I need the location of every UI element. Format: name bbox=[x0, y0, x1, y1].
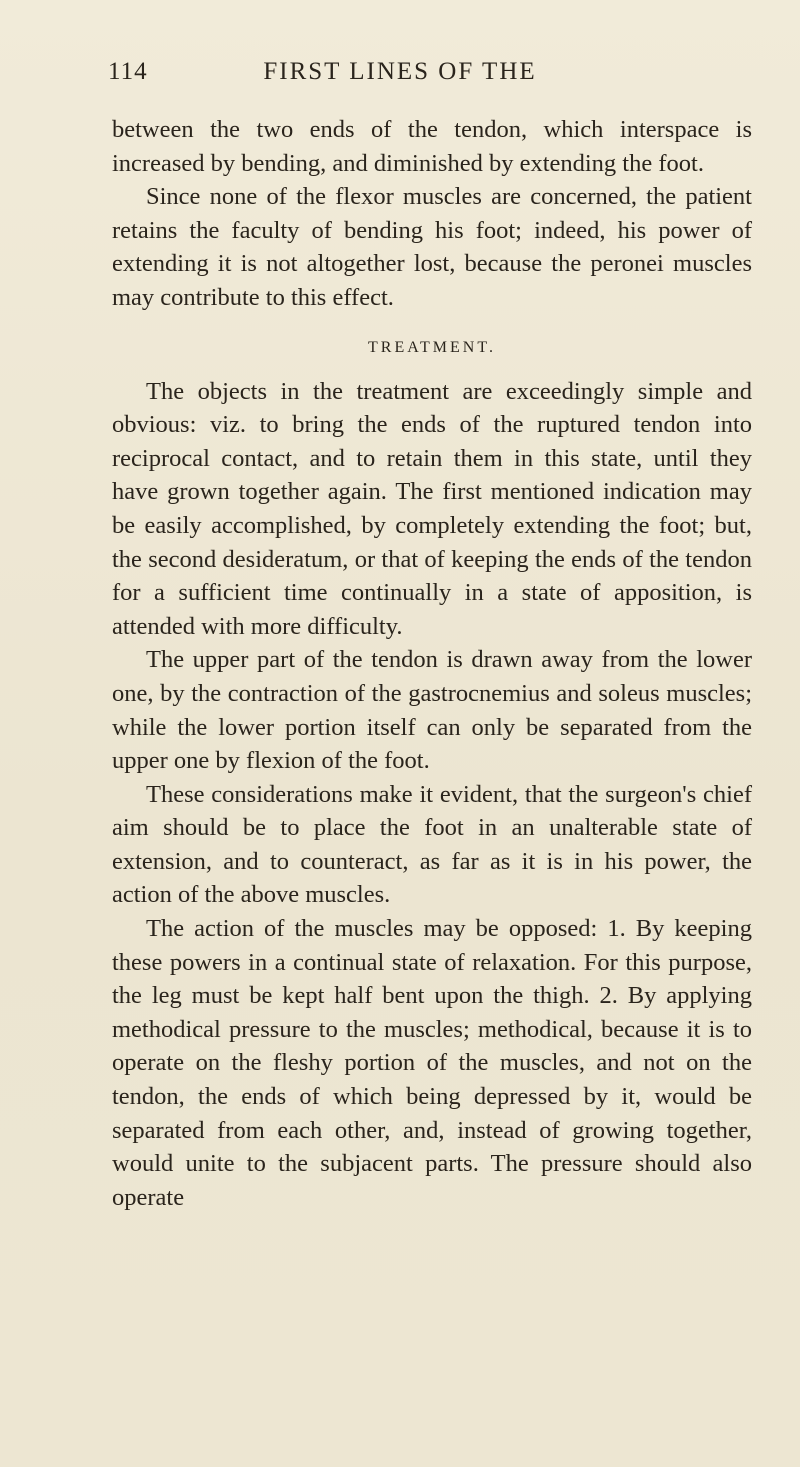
paragraph-action-of-muscles: The action of the muscles may be opposed: 1. By keeping these powers in a continual state of relaxation. For this purpose, the leg must be kept half bent upon the thigh. 2. By applying methodical pressure to the muscles; methodical, because it is to operate on the fleshy portion of the muscles, and not on the tendon, the ends of which being depressed by it, would be separated from each other, and, instead of growing together, would unite to the subjacent parts. The pressure should also operate bbox=[112, 915, 752, 1211]
running-head: FIRST LINES OF THE bbox=[263, 58, 537, 85]
paragraph-objects-of-treatment: The objects in the treatment are exceedingly simple and obvious: viz. to bring the ends of the ruptured tendon into reciprocal contact, and to retain them in this state, until they have grown together again. The first mentioned indication may be easily accomplished, by completely extending the foot; but, the second desideratum, or that of keeping the ends of the tendon for a sufficient time continually in a state of apposition, is attended with more difficulty. bbox=[112, 377, 752, 640]
page-header bbox=[0, 58, 800, 98]
paragraph-flexor-muscles: Since none of the flexor muscles are concerned, the patient retains the faculty of bending his foot; indeed, his power of extending it is not altogether lost, because the peronei muscles may contribute to this effect. bbox=[112, 183, 752, 311]
paragraph-continuation: between the two ends of the tendon, which interspace is increased by bending, and diminished by extending the foot. bbox=[112, 116, 752, 177]
body-text bbox=[112, 113, 752, 1214]
paragraph-considerations: These considerations make it evident, that the surgeon's chief aim should be to place the foot in an unalterable state of extension, and to counteract, as far as it is in his power, the action of the above muscles. bbox=[112, 780, 752, 909]
section-heading: TREATMENT. bbox=[368, 338, 496, 356]
page-number: 114 bbox=[108, 58, 148, 85]
paragraph-upper-part-tendon: The upper part of the tendon is drawn away from the lower one, by the contraction of the gastrocnemius and soleus muscles; while the lower portion itself can only be separated from the upper one by flexion of the foot. bbox=[112, 646, 752, 775]
